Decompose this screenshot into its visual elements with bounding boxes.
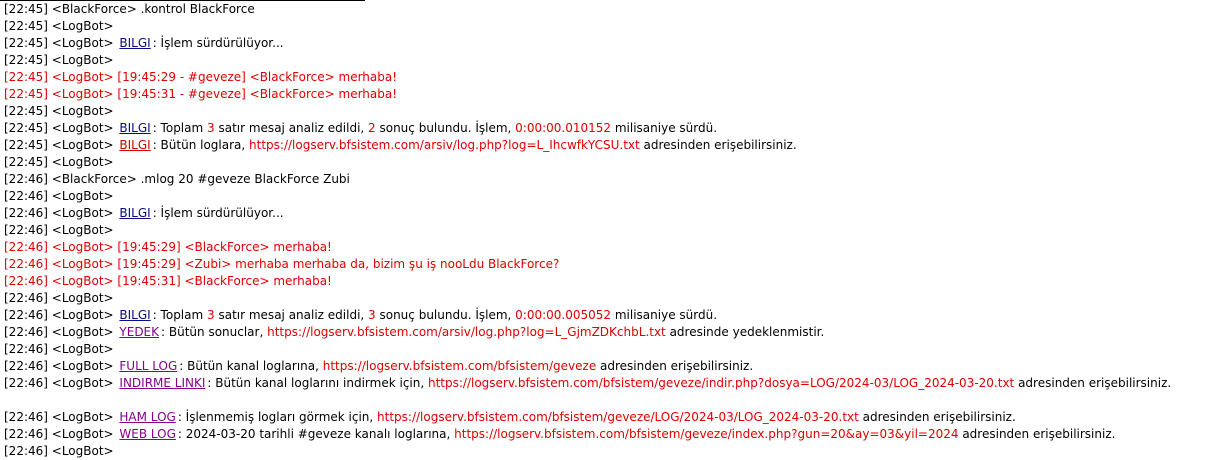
- chat-line: [4, 409, 1209, 426]
- chat-line: [4, 307, 1209, 324]
- text: [22:45] <LogBot>: [4, 36, 118, 50]
- text: [22:46] <LogBot> [19:45:31] <BlackForce> merhaba!: [4, 274, 332, 288]
- tag-label: BILGI: [119, 308, 151, 322]
- text: [22:46] <BlackForce> .mlog 20 #geveze BlackForce Zubi: [4, 172, 350, 186]
- url-link[interactable]: https://logserv.bfsistem.com/bfsistem/geveze: [322, 359, 597, 373]
- chat-line: [4, 103, 1209, 120]
- text: [22:46] <LogBot>: [4, 410, 118, 424]
- chat-line: [4, 120, 1209, 137]
- url-link[interactable]: https://logserv.bfsistem.com/arsiv/log.php?log=L_GjmZDKchbL.txt: [267, 325, 666, 339]
- text: [22:46] <LogBot>: [4, 189, 114, 203]
- text: [22:45] <LogBot>: [4, 53, 114, 67]
- text: [22:46] <LogBot>: [4, 308, 118, 322]
- tag-label: BILGI: [119, 36, 151, 50]
- url-link[interactable]: https://logserv.bfsistem.com/bfsistem/geveze/LOG/2024-03/LOG_2024-03-20.txt: [377, 410, 859, 424]
- chat-line: [4, 52, 1209, 69]
- chat-log-lines: [4, 1, 1209, 460]
- text: : Bütün sonuclar,: [161, 325, 268, 339]
- text: [22:45] <LogBot> [19:45:31 - #geveze] <BlackForce> merhaba!: [4, 87, 398, 101]
- text: [22:45] <LogBot>: [4, 138, 118, 152]
- text: 3: [207, 121, 215, 135]
- text: [22:45] <LogBot> [19:45:29 - #geveze] <BlackForce> merhaba!: [4, 70, 398, 84]
- text: adresinden erişebilirsiniz.: [639, 138, 797, 152]
- text: adresinden erişebilirsiniz.: [596, 359, 754, 373]
- tag-label: BILGI: [119, 121, 151, 135]
- text: adresinde yedeklenmistir.: [665, 325, 825, 339]
- tag-label: FULL LOG: [119, 359, 178, 373]
- chat-line: [4, 443, 1209, 460]
- text: : 2024-03-20 tarihli #geveze kanalı loglarına,: [177, 427, 455, 441]
- url-link[interactable]: https://logserv.bfsistem.com/arsiv/log.php?log=L_IhcwfkYCSU.txt: [249, 138, 640, 152]
- chat-line: [4, 273, 1209, 290]
- chat-line: [4, 341, 1209, 358]
- text: milisaniye sürdü.: [611, 308, 718, 322]
- chat-line: [4, 256, 1209, 273]
- text: [22:46] <LogBot>: [4, 376, 118, 390]
- chat-line: [4, 188, 1209, 205]
- chat-line: [4, 18, 1209, 35]
- tag-label: BILGI: [119, 138, 151, 152]
- tag-label: WEB LOG: [119, 427, 176, 441]
- chat-line: [4, 375, 1209, 409]
- text: 3: [207, 308, 215, 322]
- text: [22:46] <LogBot>: [4, 342, 114, 356]
- tag-label: BILGI: [119, 206, 151, 220]
- text: satır mesaj analiz edildi,: [214, 121, 369, 135]
- text: [22:46] <LogBot> [19:45:29] <BlackForce> merhaba!: [4, 240, 332, 254]
- chat-line: [4, 239, 1209, 256]
- text: : Bütün kanal loglarını indirmek için,: [207, 376, 428, 390]
- text: milisaniye sürdü.: [611, 121, 718, 135]
- text: [22:46] <LogBot>: [4, 206, 118, 220]
- chat-line: [4, 69, 1209, 86]
- chat-line: [4, 1, 1209, 18]
- text: [22:46] <LogBot>: [4, 223, 114, 237]
- chat-line: [4, 426, 1209, 443]
- text: [22:45] <LogBot>: [4, 19, 114, 33]
- text: : İşlem sürdürülüyor...: [152, 206, 284, 220]
- text: : İşlenmemiş logları görmek için,: [177, 410, 378, 424]
- text: [22:45] <BlackForce> .kontrol BlackForce: [4, 2, 255, 16]
- chat-line: [4, 222, 1209, 239]
- url-link[interactable]: https://logserv.bfsistem.com/bfsistem/geveze/indir.php?dosya=LOG/2024-03/LOG_2024-03-20.txt: [427, 376, 1015, 390]
- text: [22:46] <LogBot>: [4, 427, 118, 441]
- text: sonuç bulundu. İşlem,: [375, 308, 516, 322]
- text: : İşlem sürdürülüyor...: [152, 36, 284, 50]
- chat-line: [4, 154, 1209, 171]
- chat-line: [4, 137, 1209, 154]
- text: : Toplam: [152, 121, 208, 135]
- text: sonuç bulundu. İşlem,: [375, 121, 516, 135]
- text: adresinden erişebilirsiniz.: [858, 410, 1016, 424]
- text: 0:00:00.005052: [515, 308, 612, 322]
- chat-line: [4, 35, 1209, 52]
- text: : Bütün loglara,: [152, 138, 250, 152]
- tag-label: INDIRME LINKI: [119, 376, 206, 390]
- chat-line: [4, 290, 1209, 307]
- text: [22:45] <LogBot>: [4, 155, 114, 169]
- text: 3: [368, 308, 376, 322]
- url-link[interactable]: https://logserv.bfsistem.com/bfsistem/geveze/index.php?gun=20&ay=03&yil=2024: [454, 427, 959, 441]
- chat-line: [4, 358, 1209, 375]
- text: : Toplam: [152, 308, 208, 322]
- chat-line: [4, 171, 1209, 188]
- chat-line: [4, 205, 1209, 222]
- text: adresinden erişebilirsiniz.: [1014, 376, 1172, 390]
- text: [22:46] <LogBot>: [4, 291, 114, 305]
- text: satır mesaj analiz edildi,: [214, 308, 369, 322]
- text: [22:46] <LogBot>: [4, 325, 118, 339]
- text: [22:46] <LogBot>: [4, 444, 114, 458]
- tag-label: HAM LOG: [119, 410, 176, 424]
- text: 2: [368, 121, 376, 135]
- text: : Bütün kanal loglarına,: [179, 359, 323, 373]
- text: [22:45] <LogBot>: [4, 121, 118, 135]
- text: [22:45] <LogBot>: [4, 104, 114, 118]
- text: adresinden erişebilirsiniz.: [958, 427, 1116, 441]
- tag-label: YEDEK: [119, 325, 160, 339]
- chat-line: [4, 86, 1209, 103]
- text: 0:00:00.010152: [515, 121, 612, 135]
- chat-line: [4, 324, 1209, 341]
- text: [22:46] <LogBot>: [4, 359, 118, 373]
- text: [22:46] <LogBot> [19:45:29] <Zubi> merhaba merhaba da, bizim şu iş nooLdu BlackForce?: [4, 257, 560, 271]
